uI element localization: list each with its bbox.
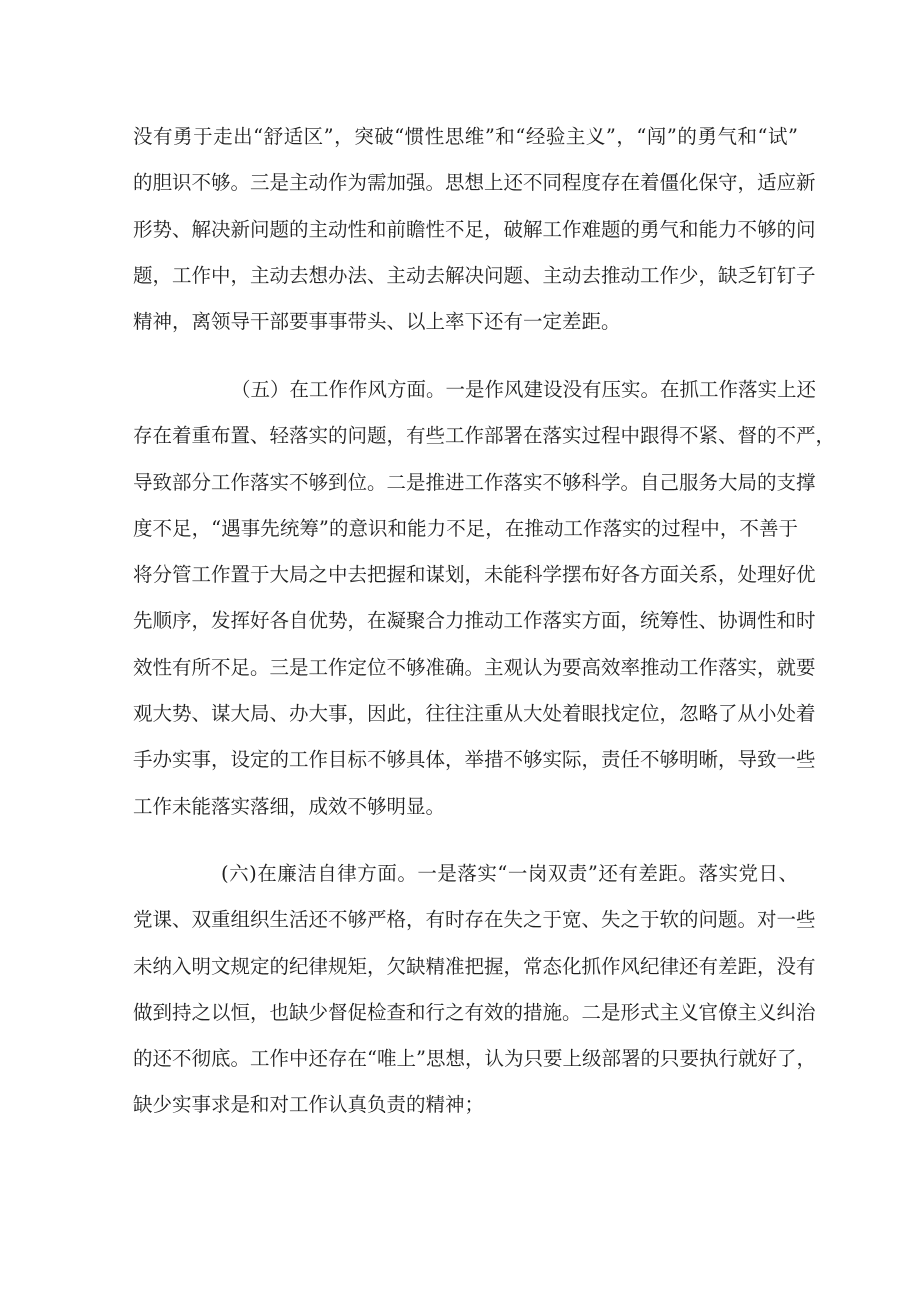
text-line: 未纳入明文规定的纪律规矩，欠缺精准把握，常态化抓作风纪律还有差距，没有 [133,954,816,978]
text-line: 手办实事，设定的工作目标不够具体，举措不够实际，责任不够明晰，导致一些 [133,748,816,772]
text-line: 度不足，“遇事先统筹”的意识和能力不足，在推动工作落实的过程中，不善于 [133,516,798,540]
text-line: 没有勇于走出“舒适区”，突破“惯性思维”和“经验主义”，“闯”的勇气和“试” [133,125,798,148]
text-line: 缺少实事求是和对工作认真负责的精神； [133,1093,485,1117]
text-line: （五）在工作作风方面。一是作风建设没有压实。在抓工作落实上还 [231,378,817,401]
text-line: 存在着重布置、轻落实的问题，有些工作部署在落实过程中跟得不紧、督的不严， [133,424,836,448]
text-line: 的还不彻底。工作中还存在“唯上”思想，认为只要上级部署的只要执行就好了， [133,1047,816,1071]
text-line: 导致部分工作落实不够到位。二是推进工作落实不够科学。自己服务大局的支撑 [133,470,816,494]
text-line: 形势、解决新问题的主动性和前瞻性不足，破解工作难题的勇气和能力不够的问 [133,217,816,241]
text-line: 的胆识不够。三是主动作为需加强。思想上还不同程度存在着僵化保守，适应新 [133,171,816,195]
paragraph-3 [133,851,816,1129]
paragraph-1 [133,114,816,345]
text-line: (六)在廉洁自律方面。一是落实“一岗双责”还有差距。落实党日、 [221,862,798,885]
text-line: 精神，离领导干部要事事带头、以上率下还有一定差距。 [133,310,621,334]
text-line: 做到持之以恒，也缺少督促检查和行之有效的措施。二是形式主义官僚主义纠治 [133,1000,816,1024]
paragraph-2 [133,367,836,830]
text-line: 题，工作中，主动去想办法、主动去解决问题、主动去推动工作少，缺乏钉钉子 [133,263,816,287]
text-line: 党课、双重组织生活还不够严格，有时存在失之于宽、失之于软的问题。对一些 [133,908,816,932]
text-line: 效性有所不足。三是工作定位不够准确。主观认为要高效率推动工作落实，就要 [133,655,816,679]
text-line: 工作未能落实落细，成效不够明显。 [133,794,446,818]
text-line: 将分管工作置于大局之中去把握和谋划，未能科学摆布好各方面关系，处理好优 [133,563,816,587]
text-line: 先顺序，发挥好各自优势，在凝聚合力推动工作落实方面，统筹性、协调性和时 [133,609,816,633]
text-line: 观大势、谋大局、办大事，因此，往往注重从大处着眼找定位，忽略了从小处着 [133,702,816,726]
